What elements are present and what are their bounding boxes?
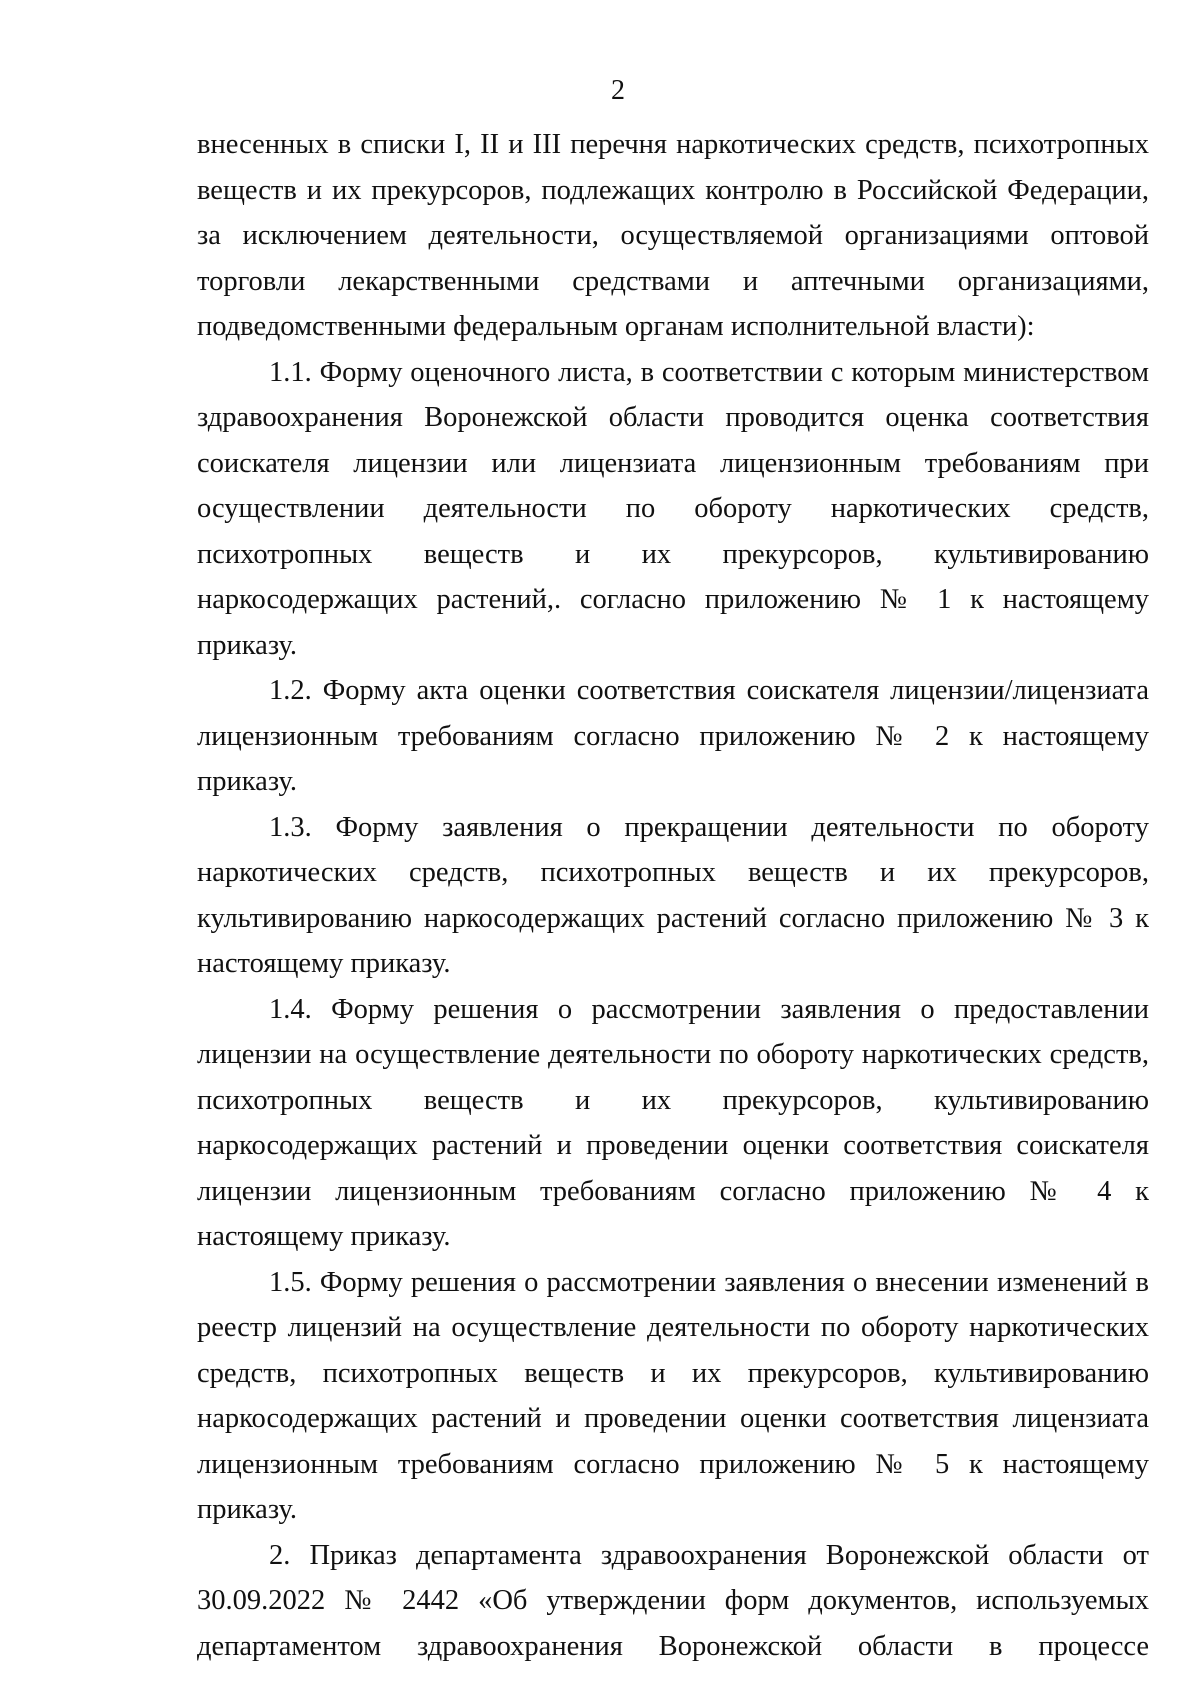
paragraph-item-1-2: 1.2. Форму акта оценки соответствия соискателя лицензии/лицензиата лицензионным требованиям согласно приложению № 2 к настоящему приказу. [197, 675, 1149, 797]
document-body [197, 122, 1149, 1669]
paragraph-item-2: 2. Приказ департамента здравоохранения Воронежской области от 30.09.2022 № 2442 «Об утверждении форм документов, используемых департаментом здравоохранения Воронежской области в процессе [197, 1539, 1149, 1662]
page-number: 2 [611, 75, 625, 106]
paragraph-item-1-3: 1.3. Форму заявления о прекращении деятельности по обороту наркотических средств, психотропных веществ и их прекурсоров, культивированию наркосодержащих растений согласно приложению № 3 к настоящему приказу. [197, 811, 1149, 979]
paragraph-item-1-1: 1.1. Форму оценочного листа, в соответствии с которым министерством здравоохранения Воронежской области проводится оценка соответствия соискателя лицензии или лицензиата лицензионным требованиям при осуществлении деятельности по обороту наркотических средств, психотропных веществ и их прекурсоров, культивированию наркосодержащих растений,. согласно приложению № 1 к настоящему приказу. [197, 356, 1149, 661]
paragraph-item-1-5: 1.5. Форму решения о рассмотрении заявления о внесении изменений в реестр лицензий на осуществление деятельности по обороту наркотических средств, психотропных веществ и их прекурсоров, культивированию наркосодержащих растений и проведении оценки соответствия лицензиата лицензионным требованиям согласно приложению № 5 к настоящему приказу. [197, 1266, 1149, 1525]
paragraph-intro-continuation: внесенных в списки I, II и III перечня наркотических средств, психотропных веществ и их прекурсоров, подлежащих контролю в Российской Федерации, за исключением деятельности, осуществляемой организациями оптовой торговли лекарственными средствами и аптечными организациями, подведомственными федеральным органам исполнительной власти): [197, 129, 1149, 342]
paragraph-item-1-4: 1.4. Форму решения о рассмотрении заявления о предоставлении лицензии на осуществление деятельности по обороту наркотических средств, психотропных веществ и их прекурсоров, культивированию наркосодержащих растений и проведении оценки соответствия соискателя лицензии лицензионным требованиям согласно приложению № 4 к настоящему приказу. [197, 993, 1149, 1252]
